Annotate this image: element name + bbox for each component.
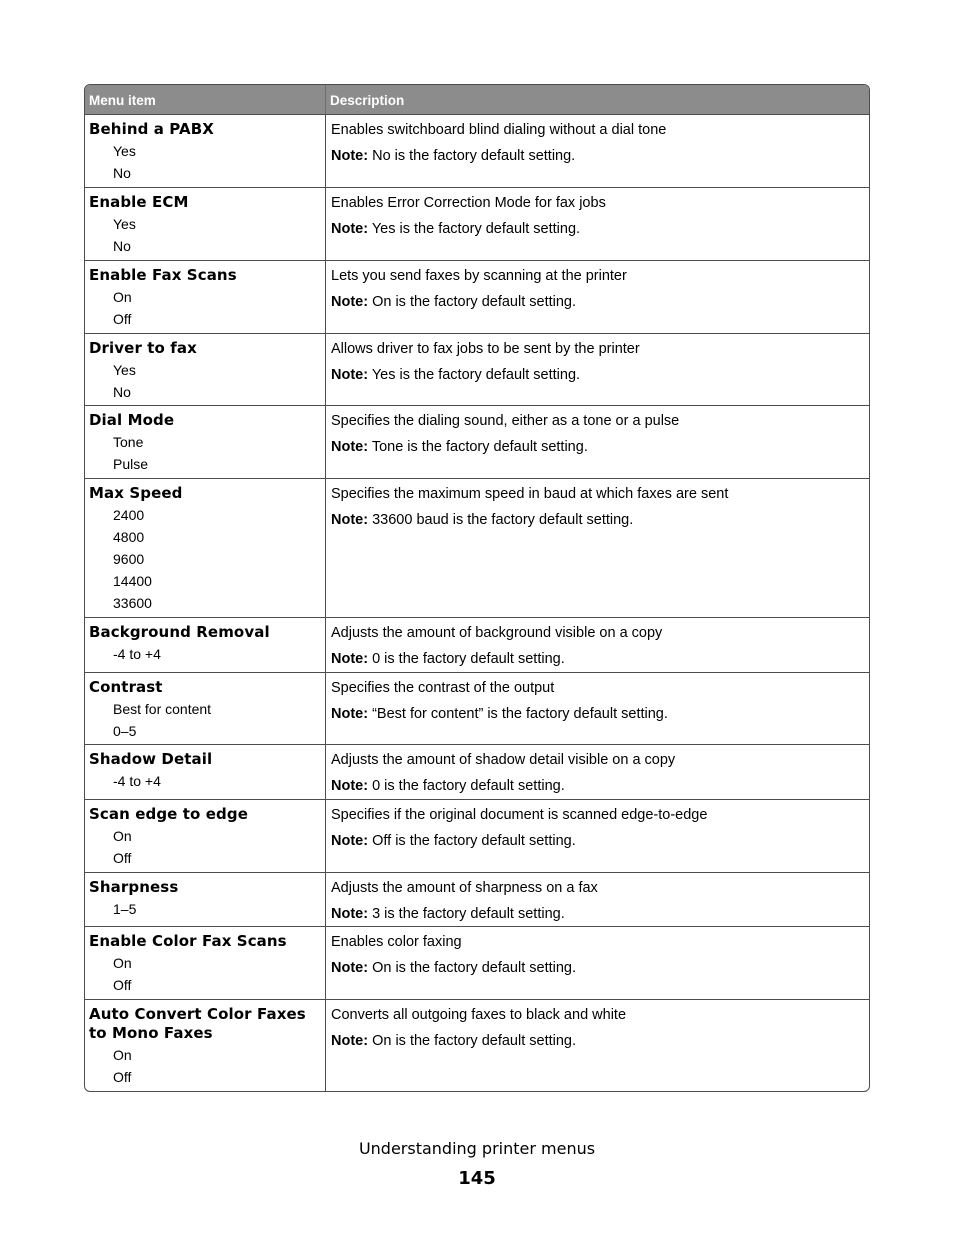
note-label: Note: [331,960,369,976]
menu-item-name: Dial Mode [89,411,175,429]
menu-item-option: Pulse [113,456,149,472]
menu-item-cell [85,261,326,333]
menu-item-name: Shadow Detail [89,750,213,768]
note-label: Note: [331,221,369,237]
description-cell [326,1000,869,1091]
menu-item-option: Yes [113,362,136,378]
header-menu-item: Menu item [85,85,326,114]
description-text: Converts all outgoing faxes to black and white [331,1007,627,1023]
menu-item-cell [85,479,326,617]
note [331,293,864,312]
note [331,905,864,924]
menu-item-option: -4 to +4 [113,646,161,662]
note [331,1032,864,1051]
note-text: 3 is the factory default setting. [368,906,565,922]
menu-item-cell [85,188,326,260]
description-cell [326,334,869,405]
description-text: Specifies if the original document is scanned edge-to-edge [331,807,708,823]
note-label: Note: [331,706,369,722]
note-text: On is the factory default setting. [368,960,577,976]
description-cell [326,618,869,672]
menu-item-option: On [113,955,132,971]
note-label: Note: [331,651,369,667]
menu-item-option: Yes [113,143,136,159]
menu-item-option: 14400 [113,573,152,589]
description-text: Specifies the maximum speed in baud at which faxes are sent [331,486,729,502]
table-row [85,744,869,799]
note-label: Note: [331,833,369,849]
menu-item-cell [85,927,326,999]
menu-item-cell [85,800,326,872]
description-cell [326,800,869,872]
menu-item-option: 4800 [113,529,145,545]
note-label: Note: [331,906,369,922]
note-label: Note: [331,778,369,794]
note [331,366,864,385]
note-label: Note: [331,294,369,310]
description-text: Enables color faxing [331,934,462,950]
note [331,777,864,796]
description-cell [326,261,869,333]
description-text: Specifies the contrast of the output [331,680,555,696]
menu-item-name: Behind a PABX [89,120,214,138]
note [331,511,864,530]
note-text: Tone is the factory default setting. [368,439,588,455]
description-cell [326,745,869,799]
note [331,705,864,724]
description-text: Enables switchboard blind dialing without a dial tone [331,122,667,138]
note-text: Yes is the factory default setting. [368,367,581,383]
menu-item-option: Tone [113,434,144,450]
table-row [85,114,869,187]
description-cell [326,873,869,926]
menu-item-option: Off [113,850,132,866]
table-row [85,187,869,260]
page-number: 145 [458,1168,496,1189]
menu-item-cell [85,1000,326,1091]
header-description: Description [330,93,405,108]
description-cell [326,673,869,744]
note-text: 0 is the factory default setting. [368,778,565,794]
menu-item-cell [85,873,326,926]
note-text: 33600 baud is the factory default setting. [368,512,634,528]
description-text: Adjusts the amount of sharpness on a fax [331,880,598,896]
note-label: Note: [331,1033,369,1049]
menu-item-cell [85,745,326,799]
note [331,832,864,851]
menu-item-name: Enable ECM [89,193,189,211]
description-cell [326,927,869,999]
menu-item-name: Driver to fax [89,339,197,357]
note-text: On is the factory default setting. [368,294,577,310]
table-row [85,999,869,1091]
description-text: Lets you send faxes by scanning at the printer [331,268,627,284]
note [331,959,864,978]
description-cell [326,115,869,187]
note [331,438,864,457]
description-cell [326,188,869,260]
menu-item-option: Off [113,311,132,327]
description-text: Specifies the dialing sound, either as a tone or a pulse [331,413,680,429]
menu-item-option: Off [113,1069,132,1085]
table-row [85,333,869,405]
menu-item-option: No [113,384,131,400]
menu-item-name: Max Speed [89,484,183,502]
menu-item-name: Enable Fax Scans [89,266,237,284]
menu-item-option: No [113,165,131,181]
menu-item-option: Best for content [113,701,212,717]
note-text: On is the factory default setting. [368,1033,577,1049]
table-row [85,260,869,333]
table-row [85,617,869,672]
menu-item-option: Yes [113,216,136,232]
description-text: Adjusts the amount of shadow detail visible on a copy [331,752,676,768]
note [331,650,864,669]
menu-table [84,84,870,1092]
menu-item-option: On [113,289,132,305]
menu-item-name: Scan edge to edge [89,805,248,823]
menu-item-name: Enable Color Fax Scans [89,932,287,950]
note [331,220,864,239]
note [331,147,864,166]
description-cell [326,479,869,617]
table-row [85,405,869,478]
table-row [85,926,869,999]
menu-item-option: 9600 [113,551,145,567]
footer-title: Understanding printer menus [358,1139,596,1158]
menu-item-option: -4 to +4 [113,773,161,789]
menu-item-name: Contrast [89,678,163,696]
menu-item-option: On [113,828,132,844]
note-text: Yes is the factory default setting. [368,221,581,237]
note-label: Note: [331,512,369,528]
menu-item-option: Off [113,977,132,993]
menu-item-cell [85,406,326,478]
note-label: Note: [331,367,369,383]
table-header [85,85,869,114]
menu-item-name: Auto Convert Color Faxes to Mono Faxes [89,1005,306,1042]
table-row [85,478,869,617]
menu-item-option: On [113,1047,132,1063]
table-body [85,114,869,1091]
note-text: “Best for content” is the factory default setting. [368,706,668,722]
description-text: Adjusts the amount of background visible on a copy [331,625,663,641]
menu-item-option: No [113,238,131,254]
description-text: Enables Error Correction Mode for fax jobs [331,195,606,211]
menu-item-option: 2400 [113,507,145,523]
note-label: Note: [331,439,369,455]
table-row [85,872,869,926]
description-text: Allows driver to fax jobs to be sent by the printer [331,341,640,357]
table-row [85,672,869,744]
table-row [85,799,869,872]
menu-item-option: 1–5 [113,901,137,917]
menu-item-name: Sharpness [89,878,179,896]
menu-item-name: Background Removal [89,623,270,641]
note-label: Note: [331,148,369,164]
note-text: 0 is the factory default setting. [368,651,565,667]
menu-item-cell [85,334,326,405]
menu-item-cell [85,115,326,187]
menu-item-option: 33600 [113,595,152,611]
description-cell [326,406,869,478]
note-text: Off is the factory default setting. [368,833,576,849]
menu-item-cell [85,618,326,672]
menu-item-option: 0–5 [113,723,137,739]
menu-item-cell [85,673,326,744]
note-text: No is the factory default setting. [368,148,576,164]
